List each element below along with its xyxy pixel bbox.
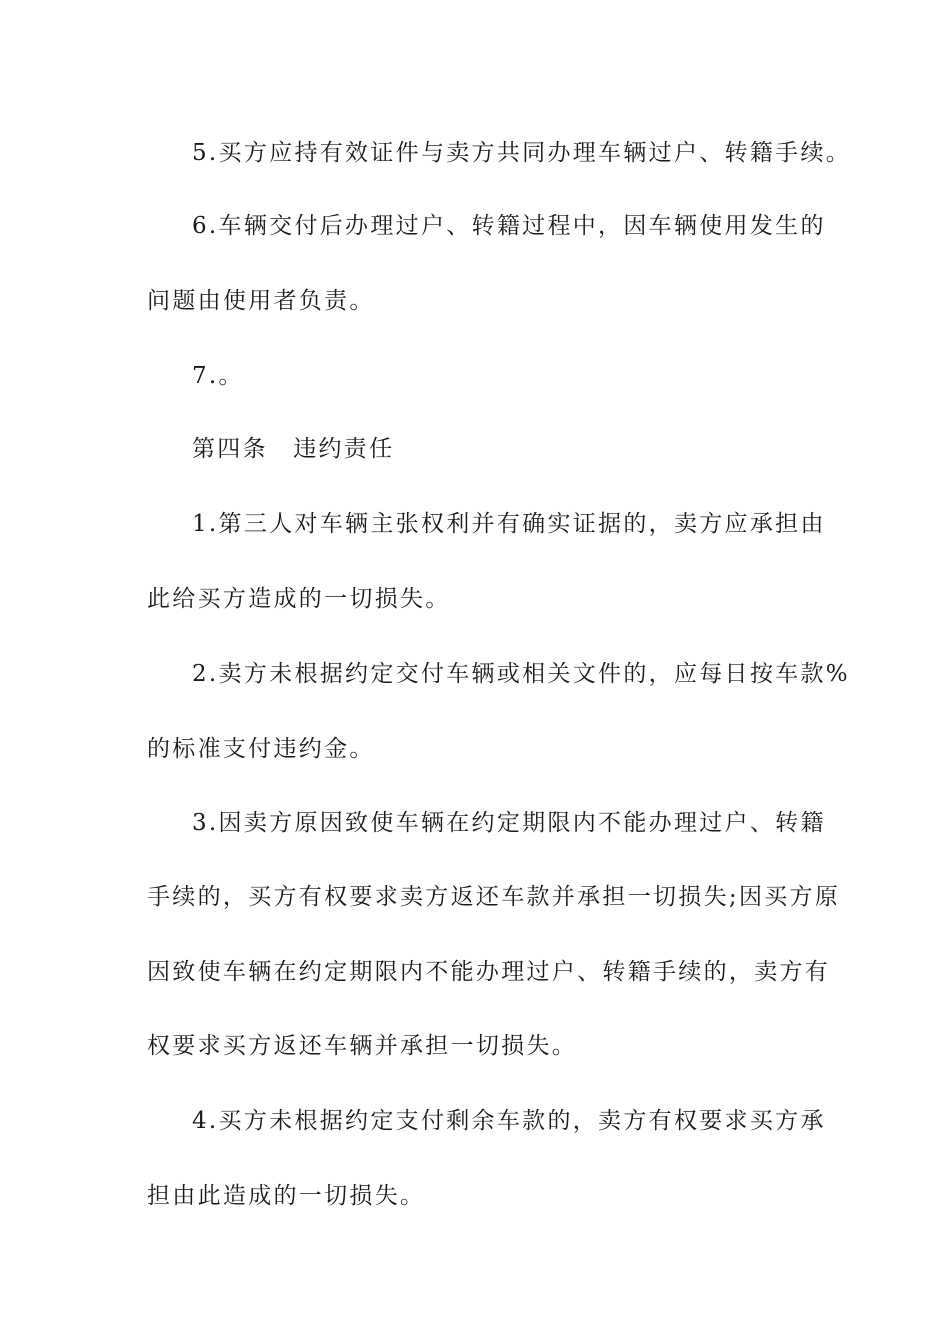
clause-4-3-line-1: 3.因卖方原因致使车辆在约定期限内不能办理过户、转籍 (192, 810, 826, 836)
clause-4-1-line-1: 1.第三人对车辆主张权利并有确实证据的，卖方应承担由 (192, 511, 826, 537)
clause-4-2-line-1: 2.卖方未根据约定交付车辆或相关文件的，应每日按车款% (192, 661, 850, 687)
clause-4-2-line-2: 的标准支付违约金。 (147, 736, 375, 762)
clause-4-1-line-2: 此给买方造成的一切损失。 (147, 586, 451, 612)
clause-3-6-line-2: 问题由使用者负责。 (147, 288, 375, 314)
clause-4-3-line-3: 因致使车辆在约定期限内不能办理过户、转籍手续的，卖方有 (147, 959, 831, 985)
clause-3-7: 7.。 (192, 363, 244, 389)
clause-4-3-line-4: 权要求买方返还车辆并承担一切损失。 (147, 1033, 578, 1059)
clause-3-5: 5.买方应持有效证件与卖方共同办理车辆过户、转籍手续。 (192, 140, 852, 166)
clause-3-6-line-1: 6.车辆交付后办理过户、转籍过程中，因车辆使用发生的 (192, 213, 826, 239)
article-4-heading: 第四条 违约责任 (192, 436, 395, 462)
clause-4-4-line-1: 4.买方未根据约定支付剩余车款的，卖方有权要求买方承 (192, 1108, 826, 1134)
clause-4-3-line-2: 手续的，买方有权要求卖方返还车款并承担一切损失;因买方原 (147, 884, 841, 910)
clause-4-4-line-2: 担由此造成的一切损失。 (147, 1183, 426, 1209)
